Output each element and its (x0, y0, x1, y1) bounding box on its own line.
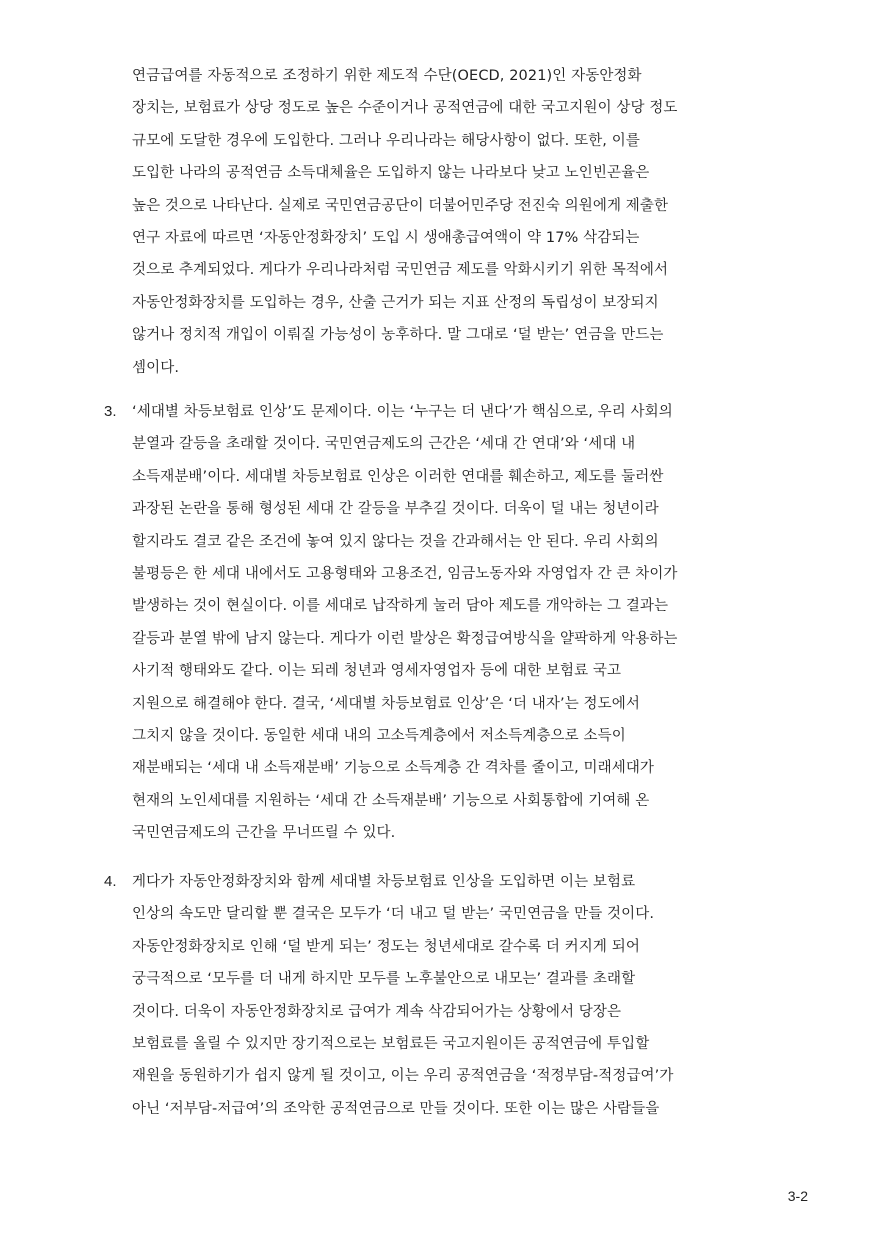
text-line: 국민연금제도의 근간을 무너뜨릴 수 있다. (132, 825, 396, 842)
text-line: 발생하는 것이 현실이다. 이를 세대로 납작하게 눌러 담아 제도를 개악하는 그 결과는 (132, 598, 669, 615)
text-line: 지원으로 해결해야 한다. 결국, ‘세대별 차등보험료 인상’은 ‘더 내자’는 정도에서 (132, 695, 640, 712)
text-line: 인상의 속도만 달리할 뿐 결국은 모두가 ‘더 내고 덜 받는’ 국민연금을 만들 것이다. (132, 906, 655, 923)
text-line: 보험료를 올릴 수 있지만 장기적으로는 보험료든 국고지원이든 공적연금에 투입할 (132, 1036, 650, 1053)
text-line: 연금급여를 자동적으로 조정하기 위한 제도적 수단(OECD, 2021)인 자동안정화 (132, 68, 642, 84)
list-item-text (132, 866, 832, 1125)
text-line: 규모에 도달한 경우에 도입한다. 그러나 우리나라는 해당사항이 없다. 또한, 이를 (132, 132, 640, 149)
text-line: 불평등은 한 세대 내에서도 고용형태와 고용조건, 임금노동자와 자영업자 간 큰 차이가 (132, 566, 678, 583)
text-line: 현재의 노인세대를 지원하는 ‘세대 간 소득재분배’ 기능으로 사회통합에 기여해 온 (132, 792, 650, 809)
text-line: 재원을 동원하기가 쉽지 않게 될 것이고, 이는 우리 공적연금을 ‘적정부담-적정급여’가 (132, 1068, 674, 1085)
text-line: 높은 것으로 나타난다. 실제로 국민연금공단이 더불어민주당 전진숙 의원에게 제출한 (132, 197, 669, 214)
text-line: 장치는, 보험료가 상당 정도로 높은 수준이거나 공적연금에 대한 국고지원이 상당 정도 (132, 100, 678, 117)
text-line: 분열과 갈등을 초래할 것이다. 국민연금제도의 근간은 ‘세대 간 연대’와 ‘세대 내 (132, 436, 636, 453)
text-line: 그치지 않을 것이다. 동일한 세대 내의 고소득계층에서 저소득계층으로 소득이 (132, 728, 626, 745)
text-line: 자동안정화장치를 도입하는 경우, 산출 근거가 되는 지표 산정의 독립성이 보장되지 (132, 294, 659, 311)
text-line: 갈등과 분열 밖에 남지 않는다. 게다가 이런 발상은 확정급여방식을 얄팍하게 악용하는 (132, 630, 678, 647)
list-item-number: 3. (104, 403, 117, 420)
text-line: 않거나 정치적 개입이 이뤄질 가능성이 농후하다. 말 그대로 ‘덜 받는’ 연금을 만드는 (132, 327, 664, 344)
text-line: 할지라도 결코 같은 조건에 놓여 있지 않다는 것을 간과해서는 안 된다. 우리 사회의 (132, 533, 659, 550)
page-number: 3-2 (787, 1188, 808, 1204)
list-item-number: 4. (104, 873, 117, 890)
text-line: 소득재분배’이다. 세대별 차등보험료 인상은 이러한 연대를 훼손하고, 제도를 둘러싼 (132, 468, 664, 485)
text-line: 아닌 ‘저부담-저급여’의 조악한 공적연금으로 만들 것이다. 또한 이는 많은 사람들을 (132, 1100, 660, 1117)
text-line: 자동안정화장치로 인해 ‘덜 받게 되는’ 정도는 청년세대로 갈수록 더 커지게 되어 (132, 938, 640, 955)
text-line: ‘세대별 차등보험료 인상’도 문제이다. 이는 ‘누구는 더 낸다’가 핵심으로, 우리 사회의 (132, 404, 673, 420)
list-item-text (132, 396, 832, 850)
text-line: 셈이다. (132, 359, 180, 376)
text-line: 도입한 나라의 공적연금 소득대체율은 도입하지 않는 나라보다 낮고 노인빈곤율은 (132, 165, 650, 182)
text-line: 연구 자료에 따르면 ‘자동안정화장치’ 도입 시 생애총급여액이 약 17% 삭감되는 (132, 230, 640, 247)
text-line: 과장된 논란을 통해 형성된 세대 간 갈등을 부추길 것이다. 더욱이 덜 내는 청년이라 (132, 501, 659, 518)
paragraph-continuation (132, 60, 832, 384)
text-line: 사기적 행태와도 같다. 이는 되레 청년과 영세자영업자 등에 대한 보험료 국고 (132, 663, 622, 680)
text-line: 재분배되는 ‘세대 내 소득재분배’ 기능으로 소득계층 간 격차를 줄이고, 미래세대가 (132, 760, 655, 777)
text-line: 것이다. 더욱이 자동안정화장치로 급여가 계속 삭감되어가는 상황에서 당장은 (132, 1003, 622, 1020)
text-line: 게다가 자동안정화장치와 함께 세대별 차등보험료 인상을 도입하면 이는 보험료 (132, 874, 636, 890)
text-line: 것으로 추계되었다. 게다가 우리나라처럼 국민연금 제도를 악화시키기 위한 목적에서 (132, 262, 669, 279)
text-line: 궁극적으로 ‘모두를 더 내게 하지만 모두를 노후불안으로 내모는’ 결과를 초래할 (132, 971, 636, 988)
